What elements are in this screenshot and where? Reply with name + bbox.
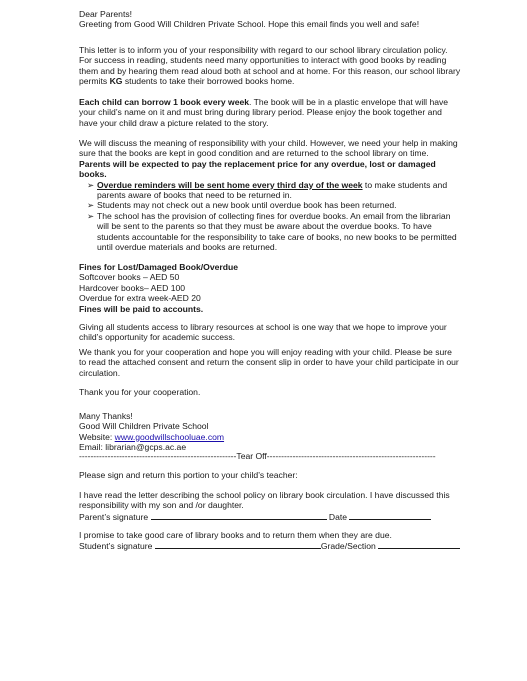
- list-item: [79, 180, 461, 201]
- rules-list: [79, 180, 461, 253]
- website-line: [79, 432, 461, 442]
- fine-softcover: Softcover books – AED 50: [79, 272, 180, 283]
- paragraph-policy: [79, 45, 461, 87]
- paragraph-thanks: We thank you for your cooperation and hope you will enjoy reading with your child. Please be sure to read the attached consent and return the consent slip in order to have your child participate in our circulation.: [79, 347, 459, 378]
- greeting-block: [79, 9, 461, 30]
- consent-parent: [79, 490, 461, 522]
- fine-overdue: Overdue for extra week-AED 20: [79, 293, 201, 304]
- reminder-rule-bold: Overdue reminders will be sent home every third day of the week: [97, 179, 363, 190]
- list-item-text: to make students and parents aware of books that need to be returned in.: [97, 179, 448, 201]
- responsibility-section: [79, 138, 461, 252]
- website-link[interactable]: www.goodwillschooluae.com: [114, 431, 225, 442]
- fines-title: Fines for Lost/Damaged Book/Overdue: [79, 262, 239, 272]
- intro-line: Greeting from Good Will Children Private School. Hope this email finds you well and safe!: [79, 19, 420, 30]
- consent-text: I have read the letter describing the school policy on library book circulation. I have discussed this responsibility with my son and /or daughter.: [79, 490, 450, 511]
- paragraph-access: Giving all students access to library resources at school is one way that we hope to improve your child’s opportunity for academic success.: [79, 322, 447, 343]
- fines-note: Fines will be paid to accounts.: [79, 303, 204, 314]
- sign-instruction: Please sign and return this portion to your child’s teacher:: [79, 470, 298, 480]
- parent-signature-row: [79, 511, 461, 522]
- school-name: Good Will Children Private School: [79, 421, 209, 432]
- paragraph-text: students to take their borrowed books home.: [122, 76, 295, 87]
- paragraph-text: We will discuss the meaning of responsibility with your child. However, we need your help in making sure that the books are kept in good condition and are returned to the school library on time.: [79, 138, 458, 159]
- fine-hardcover: Hardcover books– AED 100: [79, 282, 186, 293]
- date-field[interactable]: [349, 511, 431, 520]
- parent-signature-label: Parent’s signature: [79, 511, 149, 522]
- paragraph-borrow: [79, 97, 461, 128]
- greeting: Dear Parents!: [79, 9, 133, 19]
- arrow-bullet-icon: ➢: [87, 200, 95, 211]
- list-item-text: Students may not check out a new book until overdue book has been returned.: [97, 200, 397, 211]
- paragraph-text: This letter is to inform you of your responsibility with regard to our school library circulation policy. For success in reading, students need many opportunities to interact with good books by reading them and by hearing them read aloud both at school and at home. For this reason, our school library permits: [79, 45, 461, 87]
- student-signature-field[interactable]: [155, 540, 321, 549]
- date-label: Date: [328, 511, 348, 522]
- student-signature-row: [79, 540, 461, 551]
- parent-signature-field[interactable]: [151, 511, 327, 520]
- paragraph-cooperation: Thank you for your cooperation.: [79, 387, 201, 397]
- arrow-bullet-icon: ➢: [87, 179, 95, 190]
- grade-label: Grade/Section: [320, 541, 376, 552]
- grade-bold: KG: [109, 76, 123, 87]
- website-label: Website:: [79, 431, 115, 442]
- list-item: [79, 200, 461, 210]
- arrow-bullet-icon: ➢: [87, 210, 95, 221]
- list-item-text: The school has the provision of collecting fines for overdue books. An email from the librarian will be sent to the parents so that they must be aware about the overdue books. To have students accountable for the responsibility to take care of books, no new books to be permitted until overdue materials and books are returned.: [97, 210, 457, 253]
- paragraph-responsibility: [79, 138, 461, 180]
- student-signature-label: Student’s signature: [79, 541, 153, 552]
- tear-off-line: -------------------------------------------------------Tear Off-----------------------------------------------------------: [79, 451, 436, 461]
- email-line: Email: librarian@gcps.ac.ae: [79, 442, 187, 453]
- list-item: [79, 211, 461, 253]
- paragraph-text: . The book will be in a plastic envelope that will have your child’s name on it and must bring during library period. Please enjoy the book together and have your child draw a picture related to the story.: [79, 97, 449, 128]
- fines-section: [79, 262, 461, 314]
- replacement-rule-bold: Parents will be expected to pay the replacement price for any overdue, lost or damaged books.: [79, 158, 436, 180]
- grade-field[interactable]: [378, 540, 460, 549]
- signature-block: [79, 411, 461, 453]
- consent-text: I promise to take good care of library books and to return them when they are due.: [79, 530, 392, 540]
- borrow-rule-bold: Each child can borrow 1 book every week: [79, 97, 250, 107]
- closing: Many Thanks!: [79, 411, 133, 421]
- consent-student: [79, 530, 461, 552]
